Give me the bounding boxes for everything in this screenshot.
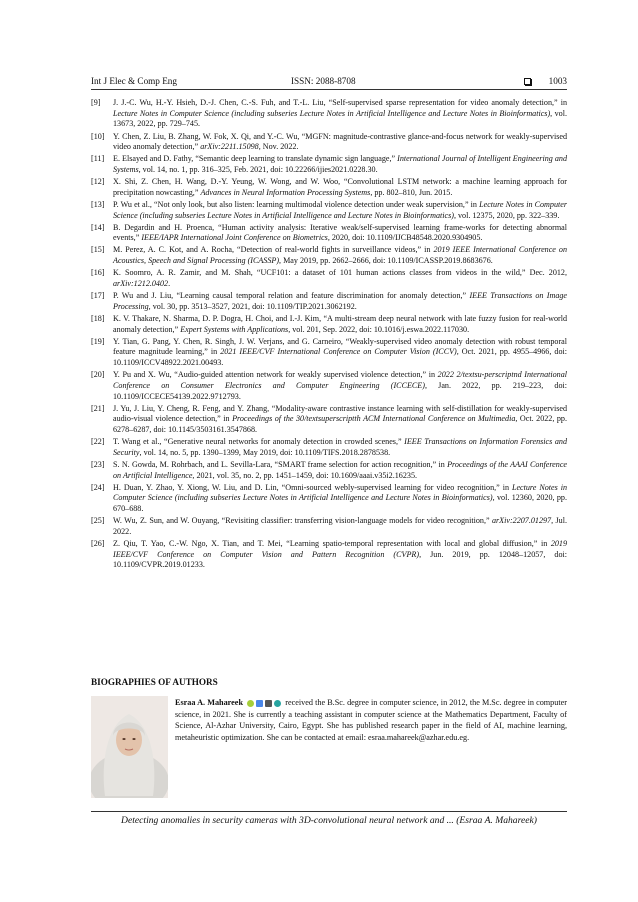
square-icon: [524, 78, 531, 85]
reference-number: [15]: [91, 245, 105, 255]
reference-item: [91, 460, 567, 481]
reference-venue: Expert Systems with Applications: [180, 324, 289, 334]
reference-details: , vol. 201, Sep. 2022, doi: 10.1016/j.eswa.2022.117030.: [288, 324, 470, 334]
reference-text: P. Wu and J. Liu, “Learning causal temporal relation and feature discrimination for anomaly detection,”: [113, 291, 470, 301]
reference-number: [24]: [91, 482, 105, 492]
reference-item: [91, 337, 567, 369]
reference-item: [91, 370, 567, 402]
reference-venue: 2022 2/textsu-perscriptnd International Conference on Consumer Electronics and Computer Engineering (ICCECE): [113, 370, 568, 390]
reference-text: X. Shi, Z. Chen, H. Wang, D.-Y. Yeung, W. Wong, and W. Woo, “Convolutional LSTM network: a machine learning approach for precipitation nowcasting,”: [113, 177, 567, 197]
reference-text: Y. Chen, Z. Liu, B. Zhang, W. Fok, X. Qi, and Y.-C. Wu, “MGFN: magnitude-contrastive glance-and-focus network for weakly-supervised video anomaly detection,”: [113, 131, 567, 152]
page-footer: Detecting anomalies in security cameras with 3D-convolutional neural network and ... (Esraa A. Mahareek): [121, 815, 537, 826]
reference-details: , vol. 14, no. 1, pp. 316–325, Feb. 2021, doi: 10.22266/ijies2021.0228.30.: [138, 165, 378, 174]
reference-venue: International Journal of Intelligent Engineering and Systems: [113, 154, 567, 174]
reference-number: [12]: [91, 177, 105, 187]
reference-text: T. Wang et al., “Generative neural networks for anomaly detection in crowded scenes,”: [113, 437, 405, 447]
reference-details: .: [168, 278, 171, 288]
reference-number: [13]: [91, 199, 105, 209]
reference-venue: arXiv:1212.0402: [113, 278, 169, 288]
reference-text: Y. Pu and X. Wu, “Audio-guided attention network for weakly supervised violence detection,” in: [113, 370, 438, 380]
reference-venue: IEEE Transactions on Information Forensics and Security: [113, 437, 568, 457]
reference-details: , May 2019, pp. 2662–2666, doi: 10.1109/ICASSP.2019.8683676.: [279, 256, 493, 266]
section-title: BIOGRAPHIES OF AUTHORS: [91, 677, 218, 687]
reference-venue: 2019 IEEE International Conference on Acoustics, Speech and Signal Processing (ICASSP): [113, 245, 567, 266]
reference-venue: IEEE Transactions on Image Processing: [113, 291, 568, 311]
reference-details: , pp. 802–810, Jun. 2015.: [370, 187, 453, 197]
reference-number: [9]: [91, 98, 101, 107]
reference-list: [91, 98, 567, 573]
reference-number: [11]: [91, 154, 105, 164]
reference-number: [17]: [91, 291, 105, 301]
reference-item: [91, 437, 567, 458]
reference-number: [25]: [91, 516, 105, 526]
reference-text: H. Duan, Y. Zhao, Y. Xiong, W. Liu, and D. Lin, “Omni-sourced webly-supervised learning for video recognition,” in: [113, 482, 512, 492]
reference-text: K. V. Thakare, N. Sharma, D. P. Dogra, H. Choi, and I.-J. Kim, “A multi-stream deep neural network with late fuzzy fusion for real-world anomaly detection,”: [113, 313, 567, 334]
reference-details: , vol. 14, no. 5, pp. 1390–1399, May 2019, doi: 10.1109/TIFS.2018.2878538.: [139, 447, 391, 457]
reference-details: , vol. 30, pp. 3513–3527, 2021, doi: 10.1109/TIP.2021.3062192.: [148, 301, 357, 311]
reference-text: Z. Qiu, T. Yao, C.-W. Ngo, X. Tian, and T. Mei, “Learning spatio-temporal representation with local and global diffusion,” in: [113, 539, 551, 549]
reference-venue: IEEE/IAPR International Joint Conference on Biometrics: [141, 233, 328, 243]
reference-number: [18]: [91, 313, 105, 323]
reference-item: [91, 223, 567, 244]
profile-icons: [247, 700, 281, 707]
reference-number: [10]: [91, 131, 105, 141]
reference-text: J. Yu, J. Liu, Y. Cheng, R. Feng, and Y. Zhang, “Modality-aware contrastive instance learning with self-distillation for weakly-supervised audio-visual violence detection,” in: [113, 403, 567, 424]
orcid-icon[interactable]: [247, 700, 254, 707]
reference-details: , vol. 12375, 2020, pp. 322–339.: [453, 210, 560, 220]
reference-venue: arXiv:2211.15098: [200, 142, 259, 152]
reference-text: B. Degardin and H. Proenca, “Human activity analysis: Iterative weak/self-supervised learning frame-works for detecting abnormal events,”: [113, 222, 567, 243]
journal-name: Int J Elec & Comp Eng: [91, 76, 177, 86]
header-right: [524, 76, 567, 86]
reference-details: , vol. 13673, 2022, pp. 729–745.: [113, 108, 567, 129]
reference-number: [22]: [91, 437, 105, 447]
reference-text: Y. Tian, G. Pang, Y. Chen, R. Singh, J. W. Verjans, and G. Carneiro, “Weakly-supervised video anomaly detection with robust temporal feature magnitude learning,” in: [113, 336, 567, 357]
reference-venue: 2019 IEEE/CVF Conference on Computer Vision and Pattern Recognition (CVPR): [113, 539, 567, 559]
reference-item: [91, 268, 567, 289]
author-biography: [175, 697, 567, 743]
reference-text: K. Soomro, A. R. Zamir, and M. Shah, “UCF101: a dataset of 101 human actions classes from videos in the wild,” Dec. 2012,: [113, 268, 567, 278]
reference-details: , Jan. 2022, pp. 219–223, doi: 10.1109/ICCECE54139.2022.9712793.: [113, 380, 567, 401]
reference-details: , 2020, doi: 10.1109/IJCB48548.2020.9304905.: [327, 233, 483, 243]
reference-details: , Oct. 2021, pp. 4955–4966, doi: 10.1109/ICCV48922.2021.00493.: [113, 347, 567, 368]
reference-text: E. Elsayed and D. Fathy, “Semantic deep learning to translate dynamic sign language,”: [113, 154, 398, 164]
reference-item: [91, 245, 567, 266]
reference-number: [23]: [91, 459, 105, 469]
reference-details: , Jul. 2022.: [113, 516, 567, 536]
issn-label: ISSN: 2088-8708: [291, 76, 356, 86]
researchgate-icon[interactable]: [274, 700, 281, 707]
reference-venue: Lecture Notes in Computer Science (including subseries Lecture Notes in Artificial Intelligence and Lecture Notes in Bioinformatics): [113, 482, 567, 503]
reference-item: [91, 98, 567, 130]
footer-rule: [91, 811, 567, 812]
reference-venue: Advances in Neural Information Processing Systems: [200, 187, 371, 197]
author-name: Esraa A. Mahareek: [175, 698, 243, 707]
reference-item: [91, 200, 567, 221]
reference-item: [91, 539, 567, 571]
page-number: 1003: [548, 76, 567, 86]
reference-item: [91, 132, 567, 153]
reference-item: [91, 483, 567, 515]
reference-details: , Jun. 2019, pp. 12048–12057, doi: 10.1109/CVPR.2019.01233.: [113, 549, 567, 570]
reference-venue: arXiv:2207.01297: [491, 516, 552, 526]
reference-venue: Lecture Notes in Computer Science (including subseries Lecture Notes in Artificial Intelligence and Lecture Notes in Bioinformatics): [113, 108, 551, 118]
page-header: [91, 74, 567, 88]
reference-item: [91, 516, 567, 537]
reference-venue: Lecture Notes in Computer Science (including subseries Lecture Notes in Artificial Intelligence and Lecture Notes in Bioinformatics): [113, 199, 567, 220]
scopus-icon[interactable]: [265, 700, 272, 707]
reference-item: [91, 177, 567, 198]
author-photo: [91, 696, 168, 798]
scholar-icon[interactable]: [256, 700, 263, 707]
reference-text: M. Perez, A. C. Kot, and A. Rocha, “Detection of real-world fights in surveillance videos,” in: [113, 245, 434, 255]
header-rule: [91, 89, 567, 90]
reference-details: , Nov. 2022.: [258, 142, 299, 152]
reference-number: [21]: [91, 403, 105, 413]
reference-venue: 2021 IEEE/CVF International Conference on Computer Vision (ICCV): [220, 347, 457, 357]
reference-item: [91, 314, 567, 335]
reference-item: [91, 291, 567, 312]
reference-details: , Oct. 2022, pp. 6278–6287, doi: 10.1145/3503161.3547868.: [113, 414, 567, 435]
reference-number: [14]: [91, 222, 105, 232]
reference-venue: Proceedings of the AAAI Conference on Artificial Intelligence: [113, 459, 568, 480]
reference-details: , 2021, vol. 35, no. 2, pp. 1451–1459, doi: 10.1609/aaai.v35i2.16235.: [192, 470, 418, 480]
reference-text: S. N. Gowda, M. Rohrbach, and L. Sevilla-Lara, “SMART frame selection for action recognition,” in: [113, 459, 448, 469]
reference-number: [20]: [91, 370, 105, 380]
reference-number: [19]: [91, 336, 105, 346]
reference-text: W. Wu, Z. Sun, and W. Ouyang, “Revisiting classifier: transferring vision-language models for video recognition,”: [113, 516, 492, 526]
reference-details: , vol. 12360, 2020, pp. 670–688.: [113, 493, 567, 514]
reference-number: [26]: [91, 539, 105, 549]
reference-text: J. J.-C. Wu, H.-Y. Hsieh, D.-J. Chen, C.-S. Fuh, and T.-L. Liu, “Self-supervised sparse representation for video anomaly detection,” in: [113, 98, 567, 107]
reference-venue: Proceedings of the 30/textsuperscriptth ACM International Conference on Multimedia: [232, 414, 516, 424]
reference-text: P. Wu et al., “Not only look, but also listen: learning multimodal violence detection under weak supervision,” in: [113, 199, 480, 209]
reference-number: [16]: [91, 268, 105, 278]
reference-item: [91, 404, 567, 436]
reference-item: [91, 154, 567, 175]
bio-text: received the B.Sc. degree in computer science, in 2012, the M.Sc. degree in computer science, in 2021. She is currently a teaching assistant in computer science at the Mathematics Department, Faculty of Science, Al-Azhar University, Cairo, Egypt. She has published research paper in the field of AI, machine learning, metaheuristic optimization. She can be contacted at email: esraa.mahareek@azhar.edu.eg.: [175, 698, 567, 742]
